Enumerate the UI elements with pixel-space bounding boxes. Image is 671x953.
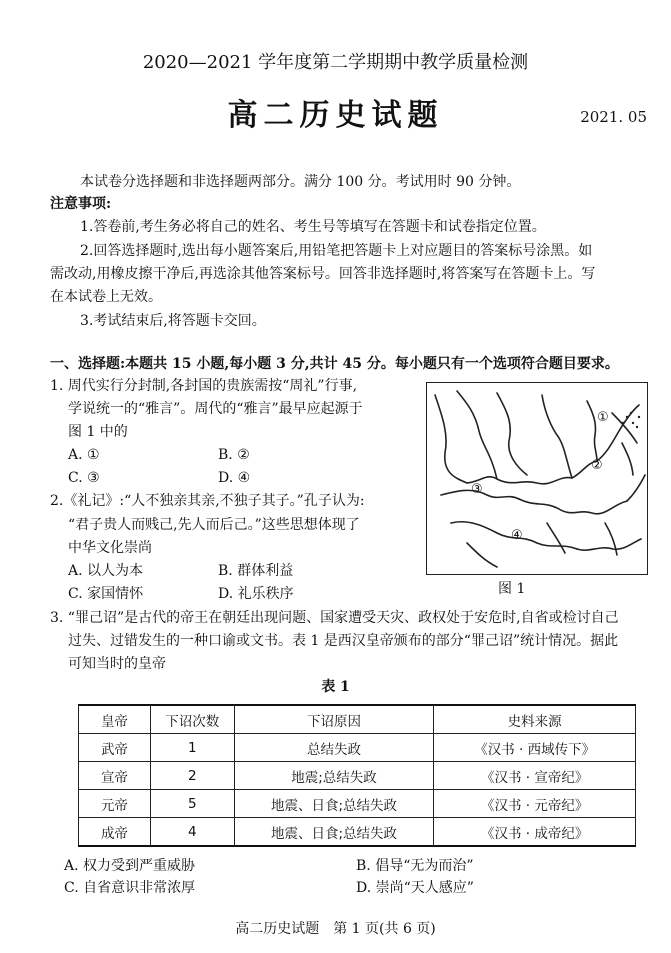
- q2-option-b: B. 群体利益: [218, 563, 294, 579]
- map-marker-4: ④: [511, 528, 523, 543]
- table-header-cell: 下诏次数: [150, 705, 234, 734]
- table-cell: 元帝: [79, 790, 151, 818]
- table-cell: 地震;总结失政: [234, 762, 434, 790]
- notice-heading: 注意事项:: [50, 196, 112, 212]
- river-map-figure: [426, 382, 648, 575]
- q1-option-d: D. ④: [218, 470, 251, 486]
- q1-option-a: A. ①: [68, 447, 100, 463]
- table-cell: 地震、日食;总结失政: [234, 790, 434, 818]
- q2-stem-line-1: 2.《礼记》:“人不独亲其亲,不独子其子。”孔子认为:: [50, 493, 365, 509]
- q2-stem-line-2: “君子贵人而贱己,先人而后己。”这些思想体现了: [68, 517, 360, 533]
- table-row: [79, 790, 636, 818]
- q3-stem-line-2: 过失、过错发生的一种口谕或文书。表 1 是西汉皇帝颁布的部分“罪己诏”统计情况。据此: [68, 633, 619, 649]
- table-header-cell: 皇帝: [79, 705, 151, 734]
- notice-item-2-line-1: 2.回答选择题时,选出每小题答案后,用铅笔把答题卡上对应题目的答案标号涂黑。如: [80, 243, 593, 259]
- exam-header: 2020—2021 学年度第二学期期中教学质量检测: [142, 52, 529, 73]
- q3-option-b: B. 倡导“无为而治”: [356, 858, 474, 874]
- table-cell: 《汉书 · 成帝纪》: [434, 818, 636, 847]
- table-cell: 总结失政: [234, 734, 434, 762]
- q3-option-d: D. 崇尚“天人感应”: [356, 880, 474, 896]
- edict-statistics-table: [78, 704, 636, 847]
- map-caption: 图 1: [498, 581, 526, 597]
- paper-title: 高二历史试题: [227, 98, 444, 133]
- q3-option-a: A. 权力受到严重威胁: [64, 858, 196, 874]
- table-cell: 地震、日食;总结失政: [234, 818, 434, 847]
- table-cell: 武帝: [79, 734, 151, 762]
- table-row: [79, 818, 636, 847]
- table-cell: 成帝: [79, 818, 151, 847]
- table-cell: 5: [150, 790, 234, 818]
- intro-text: 本试卷分选择题和非选择题两部分。满分 100 分。考试用时 90 分钟。: [80, 174, 521, 190]
- table-header-row: [79, 705, 636, 734]
- table-row: [79, 734, 636, 762]
- notice-item-2-line-3: 在本试卷上无效。: [50, 289, 162, 305]
- table-cell: 4: [150, 818, 234, 847]
- table-cell: 宣帝: [79, 762, 151, 790]
- q2-option-c: C. 家国情怀: [68, 586, 144, 602]
- q1-stem-line-3: 图 1 中的: [68, 424, 128, 440]
- map-marker-2: ②: [591, 458, 603, 473]
- q2-stem-line-3: 中华文化崇尚: [68, 540, 152, 556]
- q2-option-a: A. 以人为本: [68, 563, 144, 579]
- river-map-svg: [427, 383, 647, 574]
- q3-stem-line-3: 可知当时的皇帝: [68, 656, 166, 672]
- table-cell: 2: [150, 762, 234, 790]
- q1-stem-line-2: 学说统一的“雅言”。周代的“雅言”最早应起源于: [68, 401, 363, 417]
- notice-item-3: 3.考试结束后,将答题卡交回。: [80, 313, 266, 329]
- section-heading: 一、选择题:本题共 15 小题,每小题 3 分,共计 45 分。每小题只有一个选项符合题目要求。: [50, 356, 619, 372]
- q3-stem-line-1: 3. “罪己诏”是古代的帝王在朝廷出现问题、国家遭受天灾、政权处于安危时,自省或检讨自己: [50, 610, 619, 626]
- map-marker-1: ①: [597, 410, 609, 425]
- table-cell: 《汉书 · 西域传下》: [434, 734, 636, 762]
- table-header-cell: 下诏原因: [234, 705, 434, 734]
- map-marker-3: ③: [471, 482, 483, 497]
- table-cell: 《汉书 · 元帝纪》: [434, 790, 636, 818]
- exam-date: 2021. 05: [580, 108, 647, 126]
- q1-stem-line-1: 1. 周代实行分封制,各封国的贵族需按“周礼”行事,: [50, 378, 358, 394]
- notice-item-2-line-2: 需改动,用橡皮擦干净后,再选涂其他答案标号。回答非选择题时,将答案写在答题卡上。写: [50, 266, 596, 282]
- table-header-cell: 史料来源: [434, 705, 636, 734]
- q1-option-b: B. ②: [218, 447, 250, 463]
- table-row: [79, 762, 636, 790]
- notice-item-1: 1.答卷前,考生务必将自己的姓名、考生号等填写在答题卡和试卷指定位置。: [80, 219, 546, 235]
- page-footer: 高二历史试题 第 1 页(共 6 页): [235, 921, 436, 937]
- table-cell: 《汉书 · 宣帝纪》: [434, 762, 636, 790]
- q1-option-c: C. ③: [68, 470, 100, 486]
- q2-option-d: D. 礼乐秩序: [218, 586, 294, 602]
- table-caption: 表 1: [321, 679, 350, 695]
- table-cell: 1: [150, 734, 234, 762]
- q3-option-c: C. 自省意识非常浓厚: [64, 880, 196, 896]
